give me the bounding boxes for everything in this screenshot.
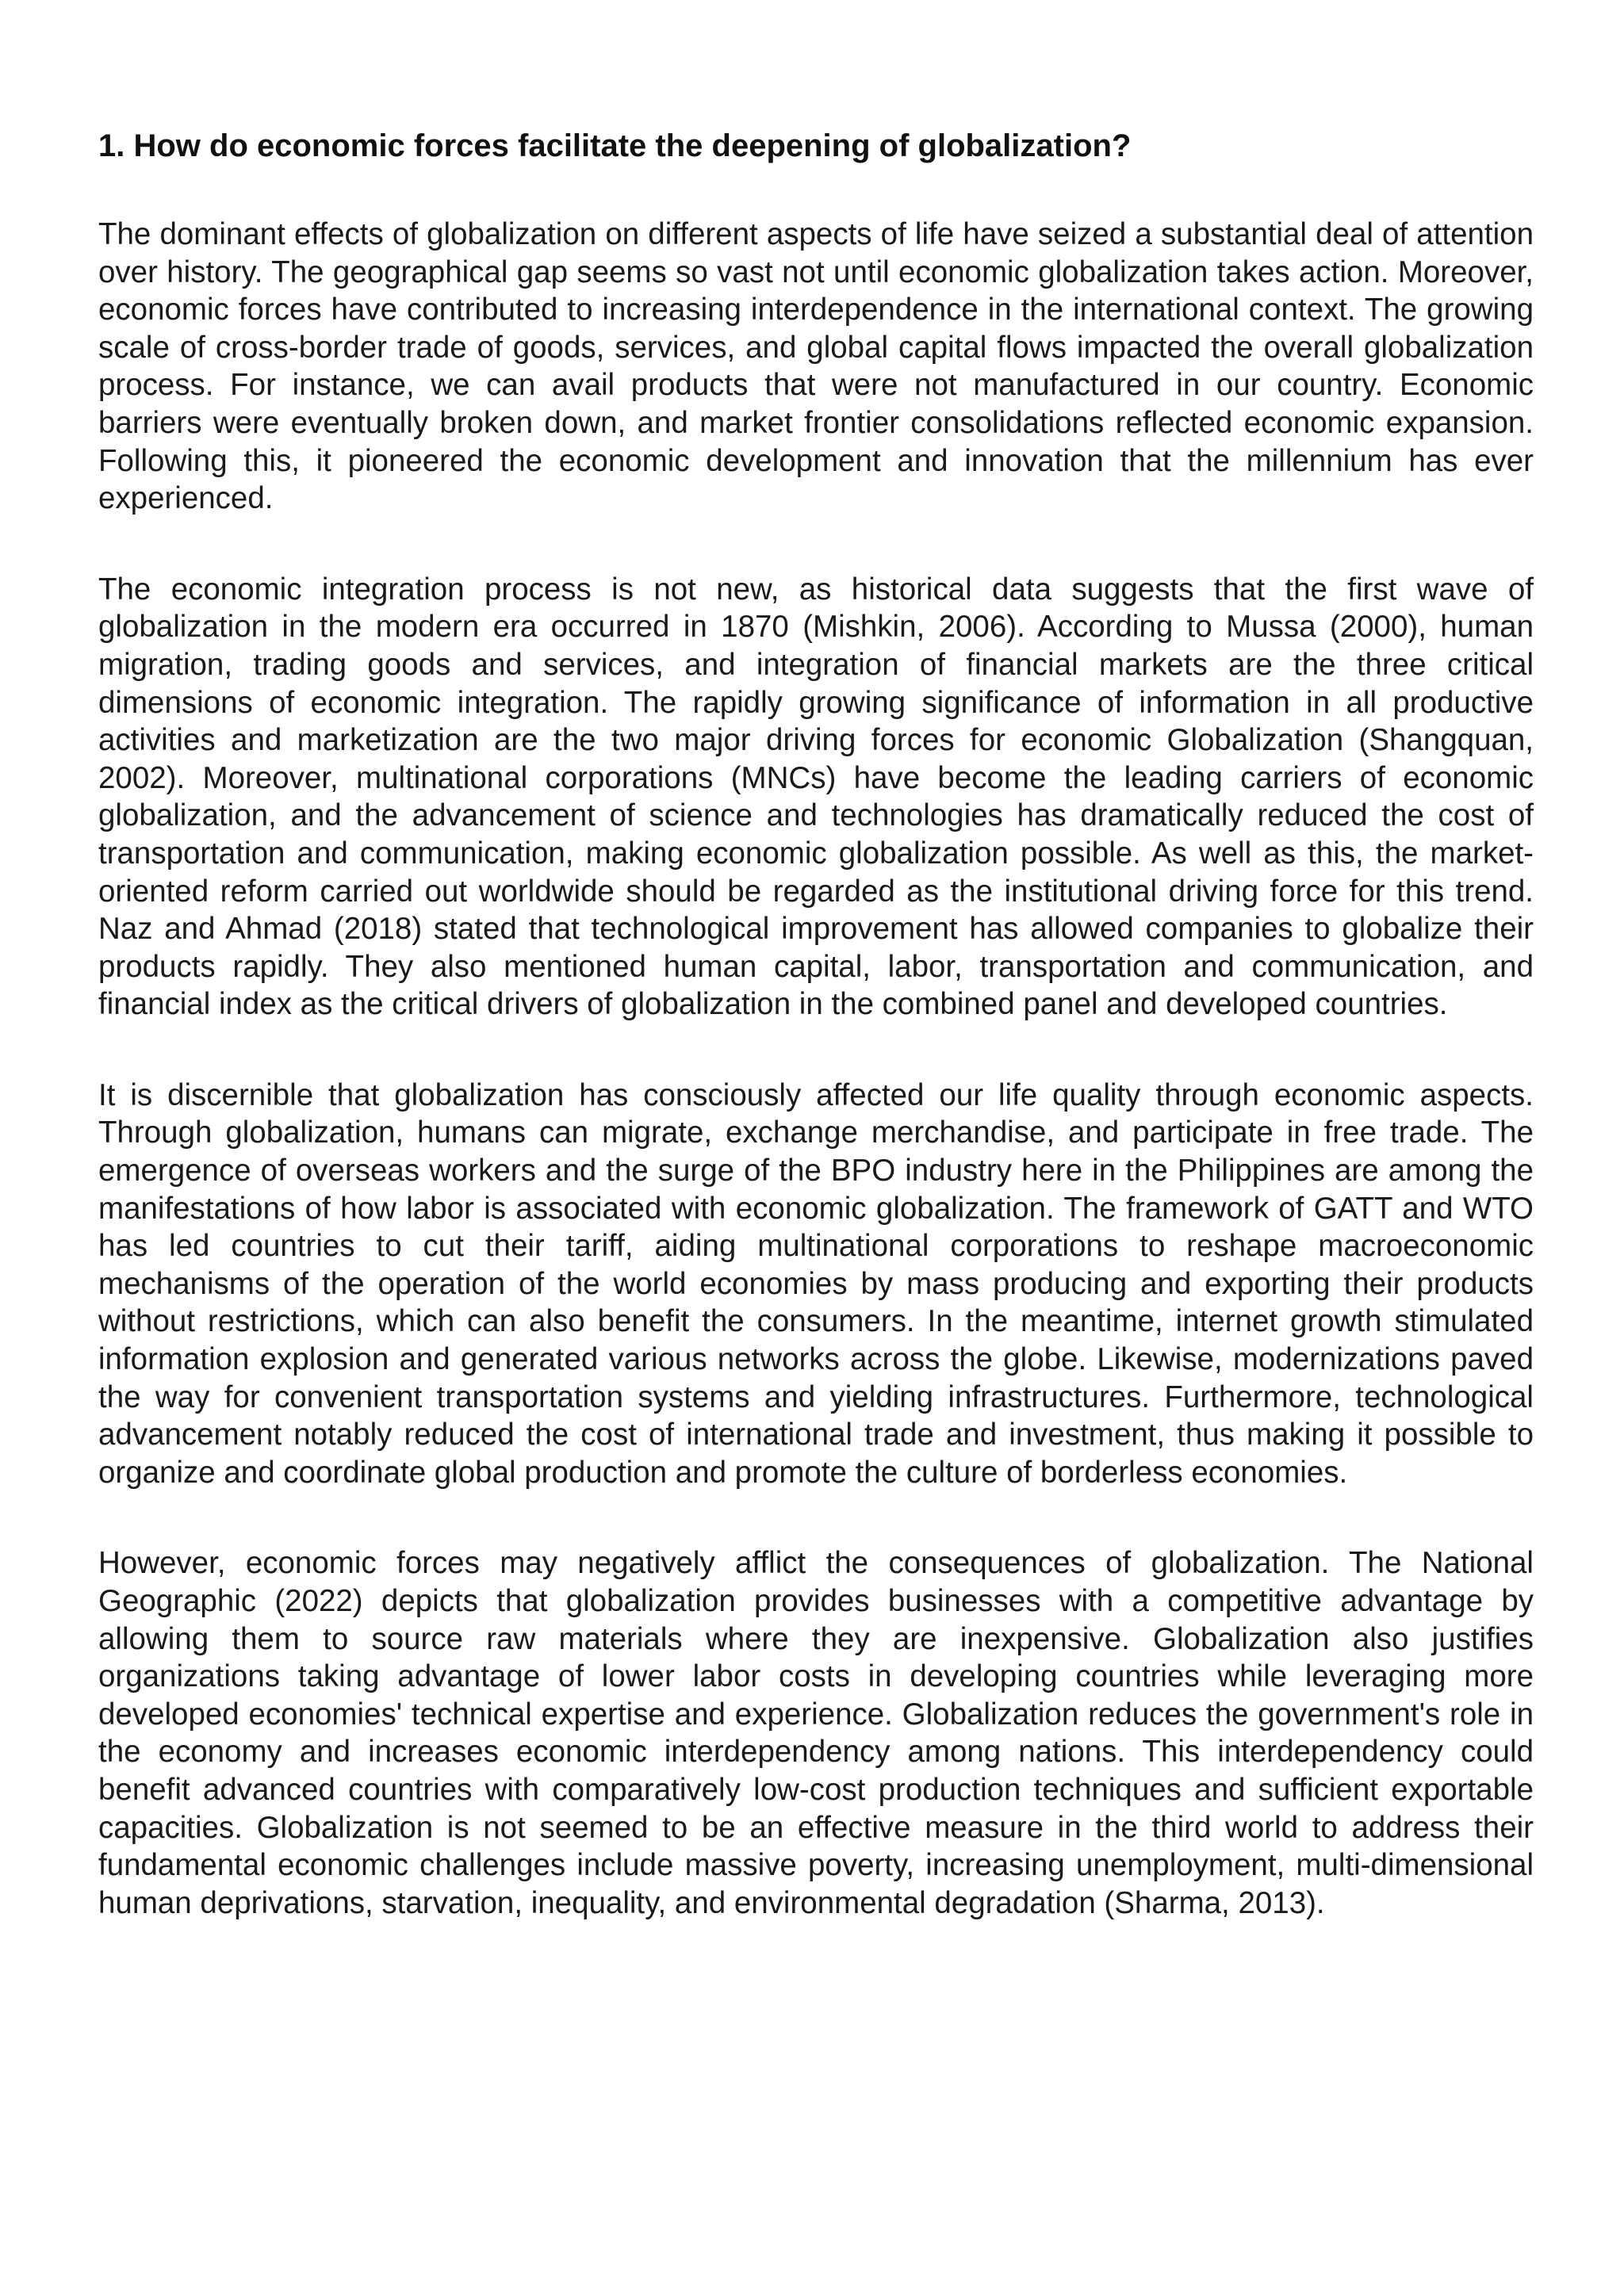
paragraph-2: The economic integration process is not new, as historical data suggests that the first wave of globalization in the modern era occurred in 1870 (Mishkin, 2006). According to Mussa (2000), human migration, trading goods and services, and integration of financial markets are the three critical dimensions of economic integration. The rapidly growing significance of information in all productive activities and marketization are the two major driving forces for economic Globalization (Shangquan, 2002). Moreover, multinational corporations (MNCs) have become the leading carriers of economic globalization, and the advancement of science and technologies has dramatically reduced the cost of transportation and communication, making economic globalization possible. As well as this, the market-oriented reform carried out worldwide should be regarded as the institutional driving force for this trend. Naz and Ahmad (2018) stated that technological improvement has allowed companies to globalize their products rapidly. They also mentioned human capital, labor, transportation and communication, and financial index as the critical drivers of globalization in the combined panel and developed countries. (98, 572, 1534, 1022)
paragraph-1: The dominant effects of globalization on different aspects of life have seized a substantial deal of attention over history. The geographical gap seems so vast not until economic globalization takes action. Moreover, economic forces have contributed to increasing interdependence in the international context. The growing scale of cross-border trade of goods, services, and global capital flows impacted the overall globalization process. For instance, we can avail products that were not manufactured in our country. Economic barriers were eventually broken down, and market frontier consolidations reflected economic expansion. Following this, it pioneered the economic development and innovation that the millennium has ever experienced. (98, 217, 1534, 516)
paragraph-4: However, economic forces may negatively afflict the consequences of globalization. The National Geographic (2022) depicts that globalization provides businesses with a competitive advantage by allowing them to source raw materials where they are inexpensive. Globalization also justifies organizations taking advantage of lower labor costs in developing countries while leveraging more developed economies' technical expertise and experience. Globalization reduces the government's role in the economy and increases economic interdependency among nations. This interdependency could benefit advanced countries with comparatively low-cost production techniques and sufficient exportable capacities. Globalization is not seemed to be an effective measure in the third world to address their fundamental economic challenges include massive poverty, increasing unemployment, multi-dimensional human deprivations, starvation, inequality, and environmental degradation (Sharma, 2013). (98, 1546, 1534, 1920)
question-heading: 1. How do economic forces facilitate the deepening of globalization? (98, 128, 1132, 163)
document-page (98, 127, 1534, 1922)
paragraph-3: It is discernible that globalization has consciously affected our life quality through economic aspects. Through globalization, humans can migrate, exchange merchandise, and participate in free trade. The emergence of overseas workers and the surge of the BPO industry here in the Philippines are among the manifestations of how labor is associated with economic globalization. The framework of GATT and WTO has led countries to cut their tariff, aiding multinational corporations to reshape macroeconomic mechanisms of the operation of the world economies by mass producing and exporting their products without restrictions, which can also benefit the consumers. In the meantime, internet growth stimulated information explosion and generated various networks across the globe. Likewise, modernizations paved the way for convenient transportation systems and yielding infrastructures. Furthermore, technological advancement notably reduced the cost of international trade and investment, thus making it possible to organize and coordinate global production and promote the culture of borderless economies. (98, 1077, 1534, 1490)
